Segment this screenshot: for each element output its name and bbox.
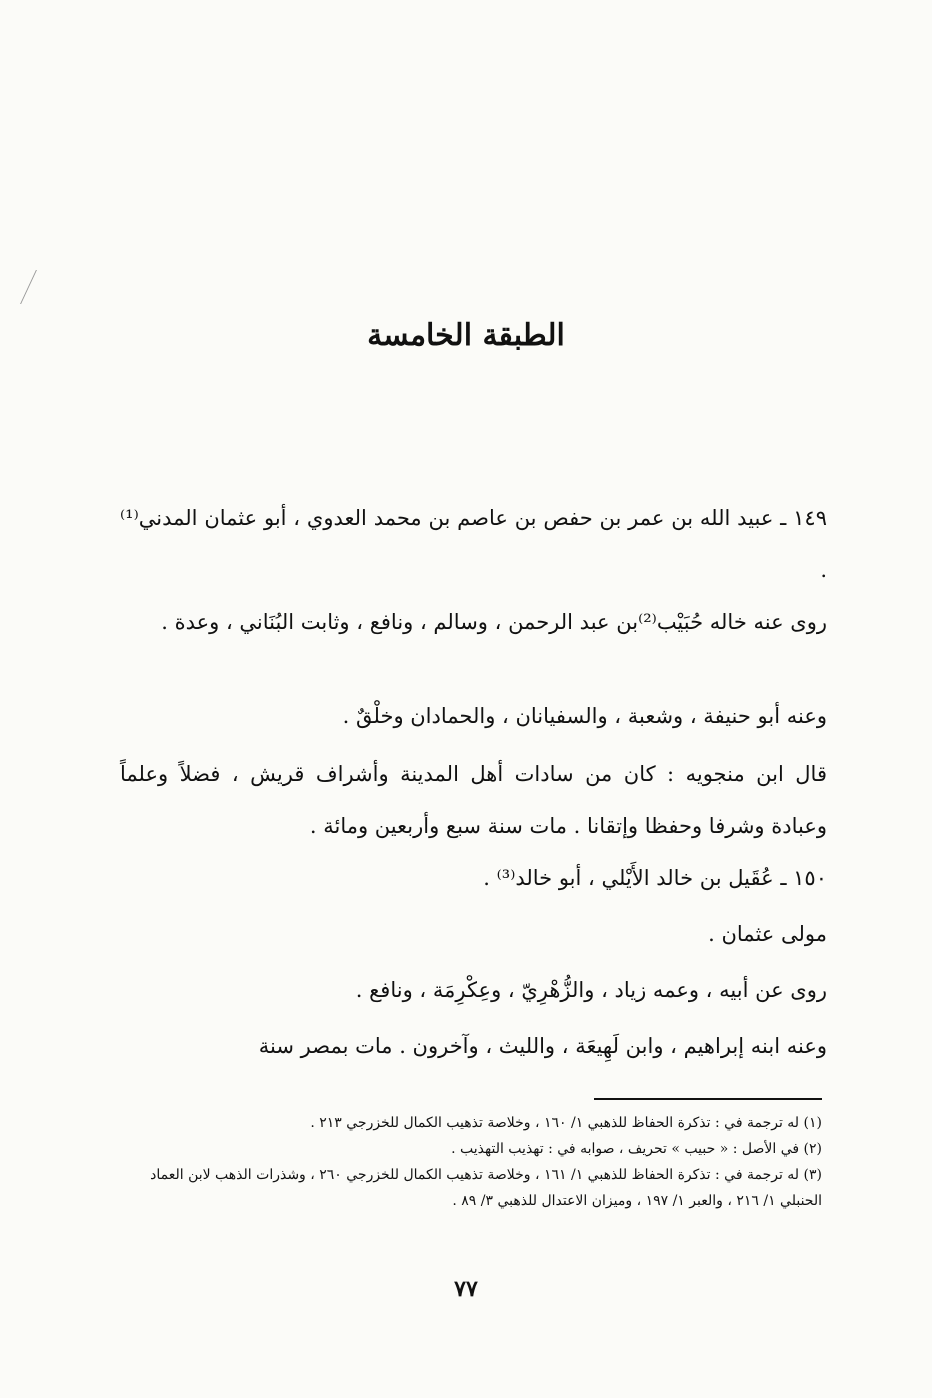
entry-150-narrated-from: روى عن أبيه ، وعمه زياد ، والزُّهْرِيّ ، وعِكْرِمَة ، ونافع . — [355, 978, 827, 1002]
entry-150-title: ١٥٠ ـ عُقَيل بن خالد الأَيْلي ، أبو خالد⁽³⁾ . — [483, 866, 827, 890]
entry-150-client: مولى عثمان . — [708, 922, 827, 946]
section-heading: الطبقة الخامسة — [367, 318, 565, 353]
footnote-3: (٣) له ترجمة في : تذكرة الحفاظ للذهبي ١/ ١٦١ ، وخلاصة تذهيب الكمال للخزرجي ٢٦٠ ، وشذرات الذهب لابن العماد الحنبلي ١/ ٢١٦ ، والعبر ١/ ١٩٧ ، وميزان الاعتدال للذهبي ٣/ ٨٩ . — [150, 1167, 822, 1209]
footnote-divider — [594, 1098, 822, 1100]
entry-149-narrated-from: روى عنه خاله حُبَيْب⁽²⁾بن عبد الرحمن ، وسالم ، ونافع ، وثابت البُنَاني ، وعدة . — [161, 610, 827, 634]
entry-149-title: ١٤٩ ـ عبيد الله بن عمر بن حفص بن عاصم بن محمد العدوي ، أبو عثمان المدني⁽¹⁾ . — [120, 506, 827, 582]
pen-mark — [20, 270, 53, 304]
footnotes — [118, 1110, 822, 1214]
entry-149-narrators: وعنه أبو حنيفة ، وشعبة ، والسفيانان ، والحمادان وخلْقٌ . — [342, 704, 827, 728]
footnote-2: (٢) في الأصل : « حبيب » تحريف ، صوابه في : تهذيب التهذيب . — [451, 1141, 822, 1157]
footnote-1: (١) له ترجمة في : تذكرة الحفاظ للذهبي ١/ ١٦٠ ، وخلاصة تذهيب الكمال للخزرجي ٢١٣ . — [310, 1115, 822, 1131]
entry-150-narrators: وعنه ابنه إبراهيم ، وابن لَهِيعَة ، والليث ، وآخرون . مات بمصر سنة — [258, 1034, 827, 1058]
page-number: ٧٧ — [454, 1276, 478, 1302]
entry-149-quote: قال ابن منجويه : كان من سادات أهل المدينة وأشراف قريش ، فضلاً وعلماً وعبادة وشرفا وحفظا وإتقانا . مات سنة سبع وأربعين ومائة . — [120, 762, 827, 838]
